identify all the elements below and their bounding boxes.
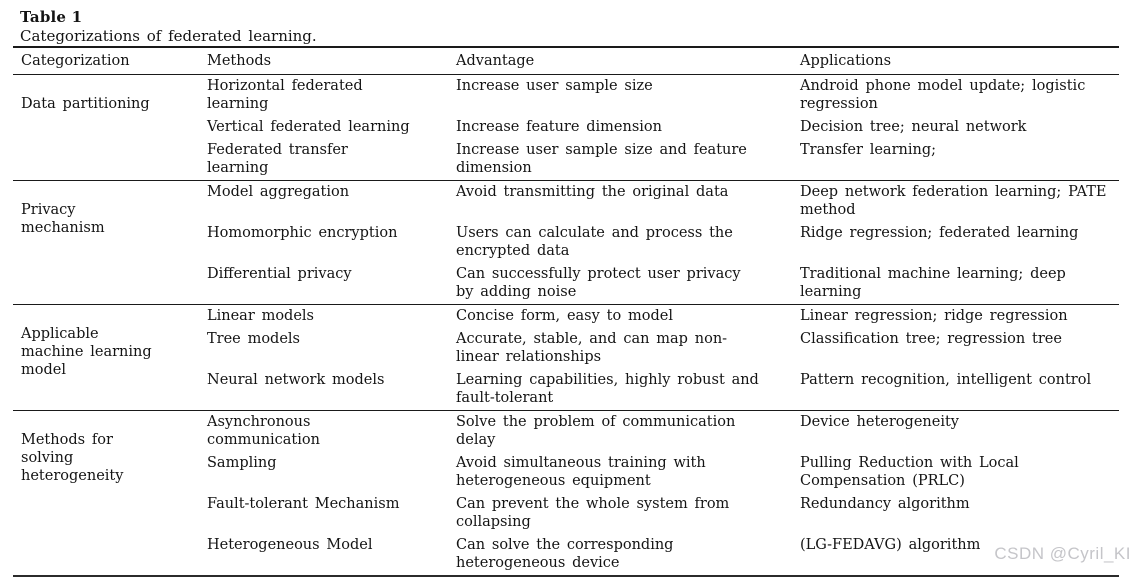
applications-cell: Traditional machine learning; deep learning: [800, 266, 1066, 300]
method-cell: Asynchronous communication: [207, 411, 456, 453]
method-cell: Differential privacy: [207, 266, 352, 282]
table-label: Table 1: [20, 8, 83, 26]
advantage-cell: Accurate, stable, and can map non-linear relationships: [456, 331, 728, 365]
categorization-table: [13, 46, 1119, 577]
applications-cell: Ridge regression; federated learning: [800, 225, 1079, 241]
advantage-cell: Can successfully protect user privacy by adding noise: [456, 266, 741, 300]
paper-page: [0, 8, 1133, 577]
applications-cell: Classification tree; regression tree: [800, 331, 1062, 347]
method-cell: Horizontal federated learning: [207, 75, 456, 117]
method-cell: Sampling: [207, 455, 277, 471]
category-cell: Applicable machine learning model: [13, 305, 207, 411]
method-cell: Tree models: [207, 331, 300, 347]
applications-cell: Device heterogeneity: [800, 411, 1119, 453]
watermark: CSDN @Cyril_KI: [994, 544, 1131, 563]
column-header-applications: Applications: [800, 47, 1119, 75]
advantage-cell: Can prevent the whole system from collapsing: [456, 496, 730, 530]
applications-cell: Linear regression; ridge regression: [800, 305, 1119, 329]
applications-cell: Transfer learning;: [800, 142, 936, 158]
applications-cell: Pulling Reduction with Local Compensation (PRLC): [800, 455, 1019, 489]
advantage-cell: Learning capabilities, highly robust and fault-tolerant: [456, 372, 759, 406]
table-caption: Categorizations of federated learning.: [20, 27, 317, 45]
method-cell: Homomorphic encryption: [207, 225, 398, 241]
column-header-categorization: Categorization: [13, 47, 207, 75]
advantage-cell: Increase user sample size: [456, 75, 800, 117]
category-cell: Methods for solving heterogeneity: [13, 411, 207, 577]
method-cell: Fault-tolerant Mechanism: [207, 496, 400, 512]
applications-cell: Decision tree; neural network: [800, 119, 1027, 135]
table-row: [13, 305, 1119, 329]
category-cell: Privacy mechanism: [13, 181, 207, 305]
applications-cell: Android phone model update; logistic regression: [800, 75, 1119, 117]
advantage-cell: Users can calculate and process the encrypted data: [456, 225, 733, 259]
table-row: [13, 181, 1119, 223]
applications-cell: Pattern recognition, intelligent control: [800, 372, 1092, 388]
table-row: [13, 75, 1119, 117]
method-cell: Linear models: [207, 305, 456, 329]
method-cell: Model aggregation: [207, 181, 456, 223]
applications-cell: Deep network federation learning; PATE method: [800, 181, 1119, 223]
advantage-cell: Solve the problem of communication delay: [456, 411, 800, 453]
method-cell: Neural network models: [207, 372, 385, 388]
column-header-advantage: Advantage: [456, 47, 800, 75]
method-cell: Federated transfer learning: [207, 142, 348, 176]
applications-cell: (LG-FEDAVG) algorithm: [800, 537, 981, 553]
method-cell: Heterogeneous Model: [207, 537, 373, 553]
method-cell: Vertical federated learning: [207, 119, 410, 135]
table-header: [13, 47, 1119, 75]
header-row: [13, 47, 1119, 75]
table-row: [13, 411, 1119, 453]
advantage-cell: Avoid simultaneous training with heterogeneous equipment: [456, 455, 706, 489]
category-cell: Data partitioning: [13, 75, 207, 181]
applications-cell: Redundancy algorithm: [800, 496, 970, 512]
advantage-cell: Avoid transmitting the original data: [456, 181, 800, 223]
advantage-cell: Increase feature dimension: [456, 119, 662, 135]
advantage-cell: Concise form, easy to model: [456, 305, 800, 329]
advantage-cell: Can solve the corresponding heterogeneous device: [456, 537, 674, 571]
column-header-methods: Methods: [207, 47, 456, 75]
table-body: [13, 75, 1119, 577]
advantage-cell: Increase user sample size and feature dimension: [456, 142, 747, 176]
